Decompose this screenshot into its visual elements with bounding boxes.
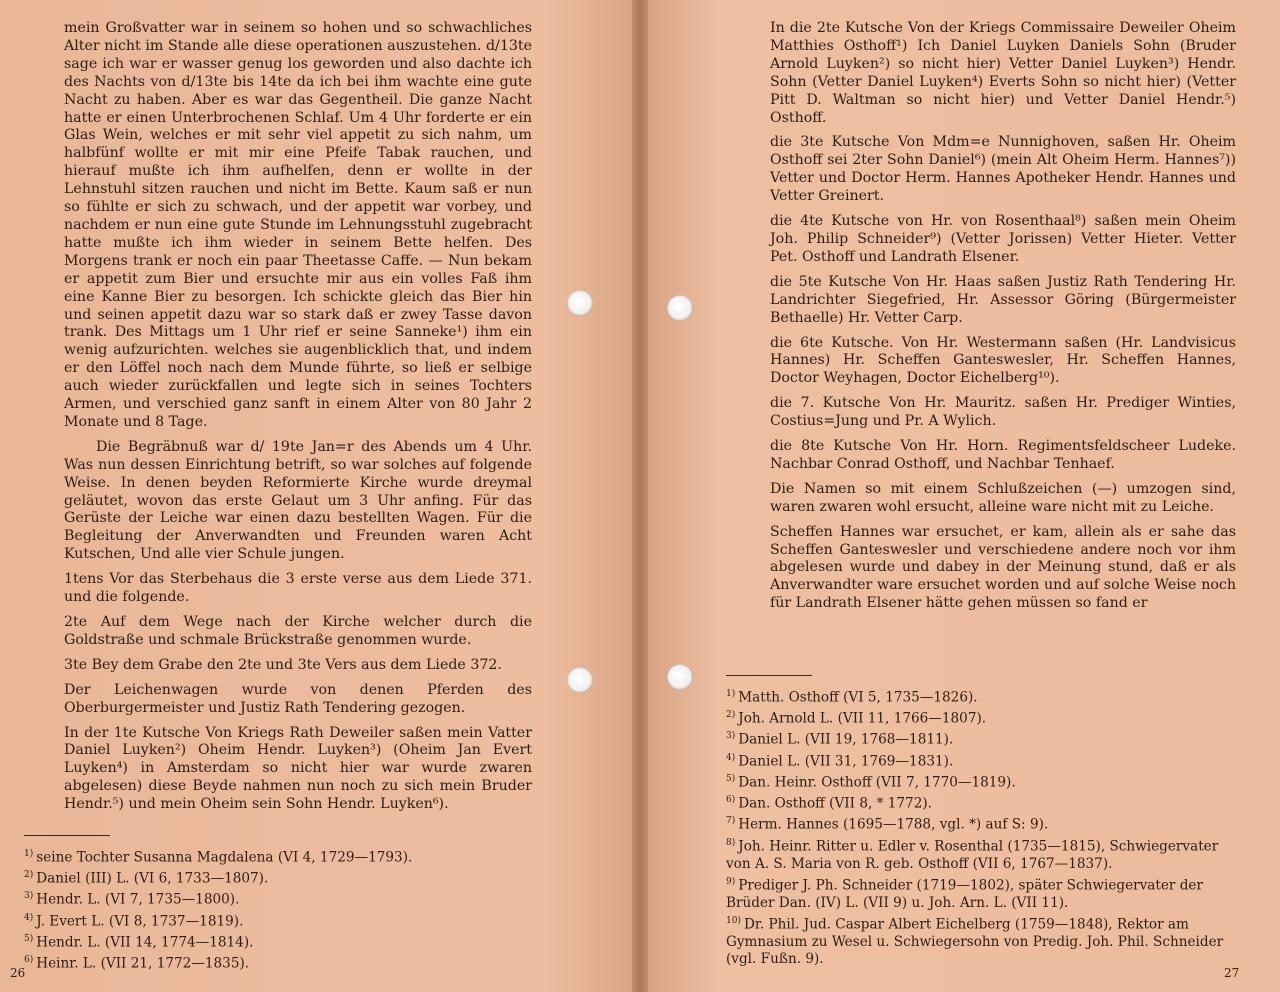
footnote — [24, 846, 524, 867]
punch-hole-icon — [667, 295, 693, 321]
paragraph: mein Großvatter war in seinem so hohen und so schwachliches Alter nicht im Stande alle diese operationen auszustehen. d/13te sage ich war er wasser genug los geworden und also dachte ich des Nachts von d/13te bis 14te da ich bei ihm wachte eine gute Nacht zu haben. Aber es war das Gegentheil. Die ganze Nacht hatte er einen Unterbrochenen Schlaf. Um 4 Uhr forderte er ein Glas Wein, welches er mit sehr viel appetit zu sich nahm, um halbfünf wollte er mit mir eine Pfeife Tabak rauchen, und hierauf mußte ich ihm aufhelfen, denn er wollte in der Lehnstuhl sitzen rauchen und nicht im Bette. Kaum saß er nun so fühlte er sich zu schwach, und der appetit war vorbey, und nachdem er nun eine gute Stunde im Lehnungsstuhl zugebracht hatte mußte ich ihm wieder in seinem Bette helfen. Des Morgens trank er noch ein paar Theetasse Caffe. — Nun bekam er appetit zum Bier und ersuchte mir aus ein volles Faß ihm eine Kanne Bier zu besorgen. Ich schickte gleich das Bier hin und seinen appetit dazu war so stark daß er zwey Tasse davon trank. Des Mittags um 1 Uhr rief er seine Sanneke¹) ihm ein wenig aufzurichten. welches sie augenblicklich that, und indem er den Löffel noch nach dem Munde führte, so ließ er selbige auch wieder zurückfallen und legte sich in seines Tochters Armen, und verschied ganz sanft in einem Alter von 80 Jahr 2 Monate und 8 Tage. — [64, 20, 532, 430]
footnote-text: Daniel L. (VII 31, 1769—1831). — [738, 753, 954, 770]
footnote-text: Joh. Arnold L. (VII 11, 1766—1807). — [738, 710, 987, 727]
footnote-mark: 4) — [24, 912, 34, 923]
footnote — [726, 707, 1226, 728]
paragraph: 2te Auf dem Wege nach der Kirche welcher durch die Goldstraße und schmale Brückstraße genommen wurde. — [64, 614, 532, 648]
punch-hole-icon — [567, 667, 593, 693]
paragraph: In die 2te Kutsche Von der Kriegs Commissaire Deweiler Oheim Matthies Osthoff¹) Ich Daniel Luyken Daniels Sohn (Bruder Arnold Luyken²) so nicht hier) Vetter Daniel Luyken³) Hendr. Sohn (Vetter Daniel Luyken⁴) Everts Sohn so nicht hier) (Vetter Pitt D. Waltman so nicht hier) und Vetter Daniel Hendr.⁵) Osthoff. — [770, 20, 1236, 126]
footnote-mark: 5) — [726, 773, 736, 784]
footnote-text: Dr. Phil. Jud. Caspar Albert Eichelberg (1759—1848), Rektor am Gymnasium zu Wesel u. Schwiegersohn von Predig. Joh. Phil. Schneider (vgl. Fußn. 9). — [726, 916, 1224, 968]
footnote-text: J. Evert L. (VI 8, 1737—1819). — [36, 913, 244, 930]
footnote — [726, 750, 1226, 771]
footnote-text: Herm. Hannes (1695—1788, vgl. *) auf S: 9). — [738, 816, 1049, 833]
page-number: 27 — [1224, 966, 1240, 980]
footnote — [726, 771, 1226, 792]
footnote-mark: 10) — [726, 915, 741, 926]
footnote — [726, 813, 1226, 834]
footnote — [726, 913, 1226, 970]
footnote — [726, 874, 1226, 913]
footnote — [24, 952, 524, 973]
footnote-mark: 2) — [24, 870, 34, 881]
paragraph: 1tens Vor das Sterbehaus die 3 erste verse aus dem Liede 371. und die folgende. — [64, 571, 532, 606]
paragraph: die 5te Kutsche Von Hr. Haas saßen Justiz Rath Tendering Hr. Landrichter Siegefried, Hr. Assessor Göring (Bürgermeister Bethaelle) Hr. Vetter Carp. — [770, 273, 1236, 326]
paragraph: Scheffen Hannes war ersuchet, er kam, allein als er sahe das Scheffen Ganteswesler und verschiedene andere noch vor ihm abgelesen wurde und dabey in der Meinung stund, daß er als Anverwandter ware ersuchet worden und auf solche Weise noch für Landrath Elsener hätte gehen müssen so fand er — [770, 523, 1236, 612]
paragraph: Die Namen so mit einem Schlußzeichen (—) umzogen sind, waren zwaren wohl ersucht, alleine ware nicht mit zu Leiche. — [770, 480, 1236, 515]
footnote-text: Prediger J. Ph. Schneider (1719—1802), später Schwiegervater der Brüder Dan. (IV) L. (VII 9) u. Joh. Arn. L. (VII 11). — [726, 877, 1203, 911]
footnote-text: Daniel L. (VII 19, 1768—1811). — [738, 732, 954, 748]
paragraph: die 7. Kutsche Von Hr. Mauritz. saßen Hr. Prediger Winties, Costius=Jung und Pr. A Wylich. — [770, 395, 1236, 430]
right-page — [640, 0, 1280, 992]
paragraph: die 3te Kutsche Von Mdm=e Nunnighoven, saßen Hr. Oheim Osthoff sei 2ter Sohn Daniel⁶) (mein Alt Oheim Herm. Hannes⁷)) Vetter und Doctor Herm. Hannes Apotheker Hendr. Hannes und Vetter Greinert. — [770, 134, 1236, 205]
footnote — [726, 792, 1226, 813]
footnote-mark: 9) — [726, 876, 736, 887]
page-number: 26 — [10, 966, 26, 980]
footnote-text: Heinr. L. (VII 21, 1772—1835). — [36, 955, 250, 972]
footnote-text: Hendr. L. (VII 14, 1774—1814). — [36, 934, 254, 951]
punch-hole-icon — [667, 664, 693, 690]
footnote-mark: 2) — [726, 710, 736, 721]
footnote — [726, 686, 1226, 707]
footnote-text: Dan. Osthoff (VII 8, * 1772). — [738, 795, 932, 812]
right-footnotes — [726, 686, 1226, 969]
paragraph: 3te Bey dem Grabe den 2te und 3te Vers aus dem Liede 372. — [64, 656, 502, 673]
left-footnotes — [24, 846, 524, 973]
footnote-text: Matth. Osthoff (VI 5, 1735—1826). — [738, 689, 978, 706]
footnote-mark: 3) — [726, 731, 736, 742]
footnote-text: Hendr. L. (VI 7, 1735—1800). — [36, 892, 240, 908]
footnote — [24, 867, 524, 888]
paragraph: die 6te Kutsche. Von Hr. Westermann saßen (Hr. Landvisicus Hannes) Hr. Scheffen Ganteswesler, Hr. Scheffen Hannes, Doctor Weyhagen, Doctor Eichelberg¹⁰). — [770, 334, 1236, 387]
footnote-mark: 3) — [24, 891, 34, 902]
book-gutter — [632, 0, 648, 992]
footnote — [24, 910, 524, 931]
footnote — [24, 931, 524, 952]
footnote-mark: 1) — [726, 689, 736, 699]
paragraph: Der Leichenwagen wurde von denen Pferden des Oberburgermeister und Justiz Rath Tendering gezogen. — [64, 681, 532, 716]
footnote — [726, 728, 1226, 749]
paragraph: die 8te Kutsche Von Hr. Horn. Regimentsfeldscheer Ludeke. Nachbar Conrad Osthoff, und Nachbar Tenhaef. — [770, 438, 1236, 472]
footnote-mark: 8) — [726, 837, 736, 848]
footnote-mark: 5) — [24, 933, 34, 944]
punch-hole-icon — [567, 290, 593, 316]
left-page-body — [64, 20, 532, 821]
footnote — [726, 835, 1226, 874]
footnote-mark: 6) — [24, 955, 34, 966]
footnote-mark: 4) — [726, 752, 736, 763]
footnote-mark: 1) — [24, 849, 34, 859]
footnote-text: Joh. Heinr. Ritter u. Edler v. Rosenthal (1735—1815), Schwiegervater von A. S. Maria von R. geb. Osthoff (VII 6, 1767—1837). — [726, 838, 1219, 872]
footnote-mark: 7) — [726, 816, 736, 827]
footnote-divider — [726, 675, 812, 676]
footnote-divider — [24, 835, 110, 836]
footnote-text: Dan. Heinr. Osthoff (VII 7, 1770—1819). — [738, 774, 1016, 791]
paragraph: die 4te Kutsche von Hr. von Rosenthaal⁸) saßen mein Oheim Joh. Philip Schneider⁹) (Vetter Jorissen) Vetter Hieter. Vetter Pet. Osthoff und Landrath Elsener. — [770, 213, 1236, 265]
paragraph: In der 1te Kutsche Von Kriegs Rath Deweiler saßen mein Vatter Daniel Luyken²) Oheim Hendr. Luyken³) (Oheim Jan Evert Luyken⁴) in Amsterdam so nicht hier war wurde zwaren abgelesen) diese Beyde nahmen nun noch zu sich mein Bruder Hendr.⁵) und mein Oheim sein Sohn Hendr. Luyken⁶). — [64, 724, 532, 813]
footnote-text: seine Tochter Susanna Magdalena (VI 4, 1729—1793). — [36, 849, 413, 866]
footnote — [24, 888, 524, 909]
footnote-text: Daniel (III) L. (VI 6, 1733—1807). — [36, 870, 269, 887]
paragraph: Die Begräbnuß war d/ 19te Jan=r des Abends um 4 Uhr. Was nun dessen Einrichtung betrift, so war solches auf folgende Weise. In denen beyden Reformierte Kirche wurde dreymal geläutet, wovon das erste Gelaut um 3 Uhr anfing. Für das Gerüste der Leiche war einen dazu bestellten Wagen. Für die Begleitung der Anverwandten und Freunden waren Acht Kutschen, Und alle vier Schule jungen. — [64, 438, 532, 563]
right-page-body — [770, 20, 1236, 620]
footnote-mark: 6) — [726, 795, 736, 806]
